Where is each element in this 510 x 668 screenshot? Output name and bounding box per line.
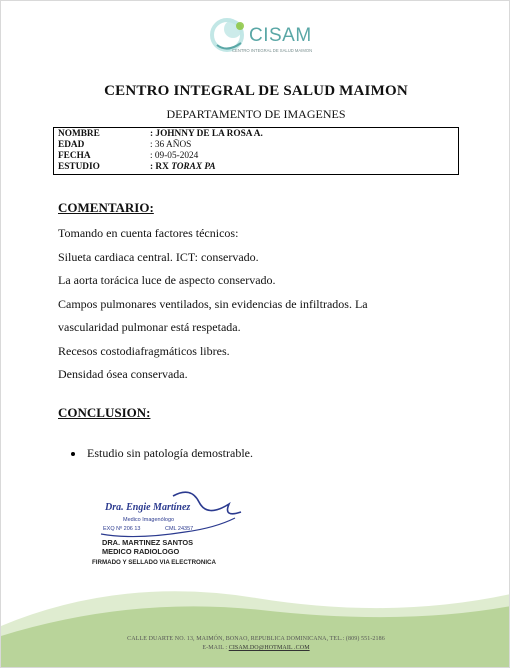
comment-heading: COMENTARIO: (58, 200, 154, 215)
logo-wordmark: CISAM (249, 25, 312, 46)
signature-stamp (95, 488, 243, 540)
info-row-fecha (58, 151, 454, 162)
footer-email-link[interactable]: CISAM.DO@HOTMAIL .COM (228, 645, 310, 651)
signer-name: DRA. MARTINEZ SANTOS (102, 538, 194, 547)
info-label: ESTUDIO (58, 162, 100, 172)
study-type-prefix: : RX (150, 162, 172, 172)
comment-line: Campos pulmonares ventilados, sin evidencias de infiltrados. La (58, 296, 368, 311)
study-date: : 09-05-2024 (150, 151, 199, 161)
stamp-exq: EXQ Nº 206 13 (103, 526, 141, 532)
info-label: NOMBRE (58, 129, 100, 139)
patient-age: : 36 AÑOS (150, 140, 192, 150)
patient-name: : JOHNNY DE LA ROSA A. (150, 129, 263, 139)
study-type (150, 162, 216, 173)
comment-line: La aorta torácica luce de aspecto conservado. (58, 273, 276, 287)
cisam-logo (207, 15, 317, 59)
bullet-icon (71, 452, 75, 456)
footer-address: CALLE DUARTE NO. 13, MAIMÓN, BONAO, REPUBLICA DOMINICANA, TEL.: (809) 551-2186 (127, 636, 385, 642)
conclusion-heading: CONCLUSION: (58, 405, 151, 420)
patient-info-box (53, 127, 459, 175)
comment-line: Densidad ósea conservada. (58, 367, 188, 381)
footer-email-label: E-MAIL : (202, 645, 229, 651)
signature-note: FIRMADO Y SELLADO VIA ELECTRONICA (92, 559, 216, 566)
signer-role: MEDICO RADIOLOGO (102, 547, 180, 556)
info-label: EDAD (58, 140, 85, 150)
conclusion-text: Estudio sin patología demostrable. (87, 446, 253, 460)
study-type-italic: TORAX PA (171, 162, 216, 172)
comment-line: vascularidad pulmonar está respetada. (58, 320, 241, 334)
info-row-edad (58, 140, 454, 151)
info-row-estudio (58, 162, 454, 173)
info-row-nombre (58, 129, 454, 140)
footer-email-line (1, 645, 510, 651)
stamp-name: Dra. Engie Martínez (105, 502, 191, 513)
stamp-role: Medico Imagenólogo (123, 517, 175, 523)
comment-line: Silueta cardiaca central. ICT: conservado. (58, 249, 259, 264)
signer-block (102, 538, 193, 556)
list-item (71, 446, 253, 461)
logo-subtitle: CENTRO INTEGRAL DE SALUD MAIMON (232, 48, 313, 53)
document-subtitle: DEPARTAMENTO DE IMAGENES (166, 107, 346, 121)
document-title: CENTRO INTEGRAL DE SALUD MAIMON (104, 83, 408, 99)
comment-body (58, 222, 458, 387)
footer-wave (1, 586, 510, 668)
comment-line: Tomando en cuenta factores técnicos: (58, 226, 239, 240)
info-label: FECHA (58, 151, 91, 161)
conclusion-list (71, 446, 253, 461)
comment-line: Recesos costodiafragmáticos libres. (58, 343, 230, 358)
stamp-cmd: CML 24357 (165, 526, 194, 532)
